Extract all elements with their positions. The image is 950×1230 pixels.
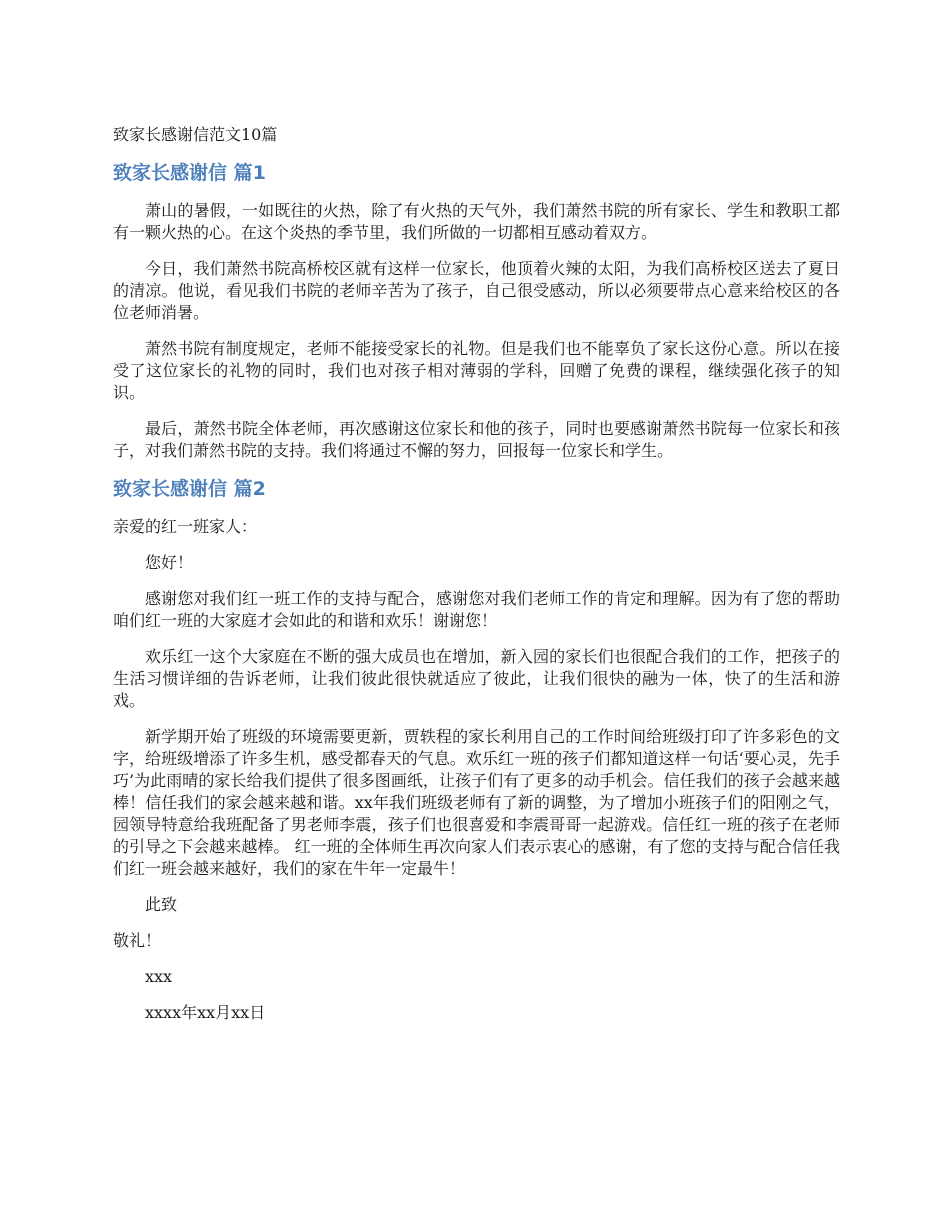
section-1 — [113, 160, 840, 462]
greeting: 您好！ — [145, 553, 194, 572]
signature: xxx — [145, 967, 173, 986]
section-2 — [113, 476, 840, 1024]
date-line: xxxx年xx月xx日 — [145, 1003, 266, 1022]
paragraph: 新学期开始了班级的环境需要更新，贾轶程的家长利用自己的工作时间给班级打印了许多彩色的文字，给班级增添了许多生机，感受都春天的气息。欢乐红一班的孩子们都知道这样一句话‘要心灵，先手巧’为此雨晴的家长给我们提供了很多图画纸，让孩子们有了更多的动手机会。信任我们的孩子会越来越棒！信任我们的家会越来越和谐。xx年我们班级老师有了新的调整，为了增加小班孩子们的阳刚之气，园领导特意给我班配备了男老师李震，孩子们也很喜爱和李震哥哥一起游戏。信任红一班的孩子在老师的引导之下会越来越棒。 红一班的全体师生再次向家人们表示衷心的感谢，有了您的支持与配合信任我们红一班会越来越好，我们的家在牛年一定最牛！ — [113, 727, 840, 878]
closing-salute: 敬礼！ — [113, 931, 162, 950]
paragraph: 欢乐红一这个大家庭在不断的强大成员也在增加，新入园的家长们也很配合我们的工作，把孩子的生活习惯详细的告诉老师，让我们彼此很快就适应了彼此，让我们很快的融为一体，快了的生活和游戏。 — [113, 647, 840, 710]
section-heading: 致家长感谢信 篇1 — [113, 162, 266, 184]
document-page — [113, 124, 840, 1038]
section-heading: 致家长感谢信 篇2 — [113, 478, 266, 500]
closing-line: 此致 — [145, 895, 178, 914]
paragraph: 最后，萧然书院全体老师，再次感谢这位家长和他的孩子，同时也要感谢萧然书院每一位家长和孩子，对我们萧然书院的支持。我们将通过不懈的努力，回报每一位家长和学生。 — [113, 419, 840, 460]
paragraph: 萧山的暑假，一如既往的火热，除了有火热的天气外，我们萧然书院的所有家长、学生和教职工都有一颗火热的心。在这个炎热的季节里，我们所做的一切都相互感动着双方。 — [113, 201, 840, 242]
document-title: 致家长感谢信范文10篇 — [113, 125, 278, 144]
paragraph: 今日，我们萧然书院高桥校区就有这样一位家长，他顶着火辣的太阳，为我们高桥校区送去了夏日的清凉。他说，看见我们书院的老师辛苦为了孩子，自己很受感动，所以必须要带点心意来给校区的各位老师消暑。 — [113, 259, 840, 322]
paragraph: 萧然书院有制度规定，老师不能接受家长的礼物。但是我们也不能辜负了家长这份心意。所以在接受了这位家长的礼物的同时，我们也对孩子相对薄弱的学科，回赠了免费的课程，继续强化孩子的知识。 — [113, 339, 840, 402]
salutation: 亲爱的红一班家人： — [113, 517, 258, 536]
paragraph: 感谢您对我们红一班工作的支持与配合，感谢您对我们老师工作的肯定和理解。因为有了您的帮助咱们红一班的大家庭才会如此的和谐和欢乐！谢谢您！ — [113, 589, 840, 630]
